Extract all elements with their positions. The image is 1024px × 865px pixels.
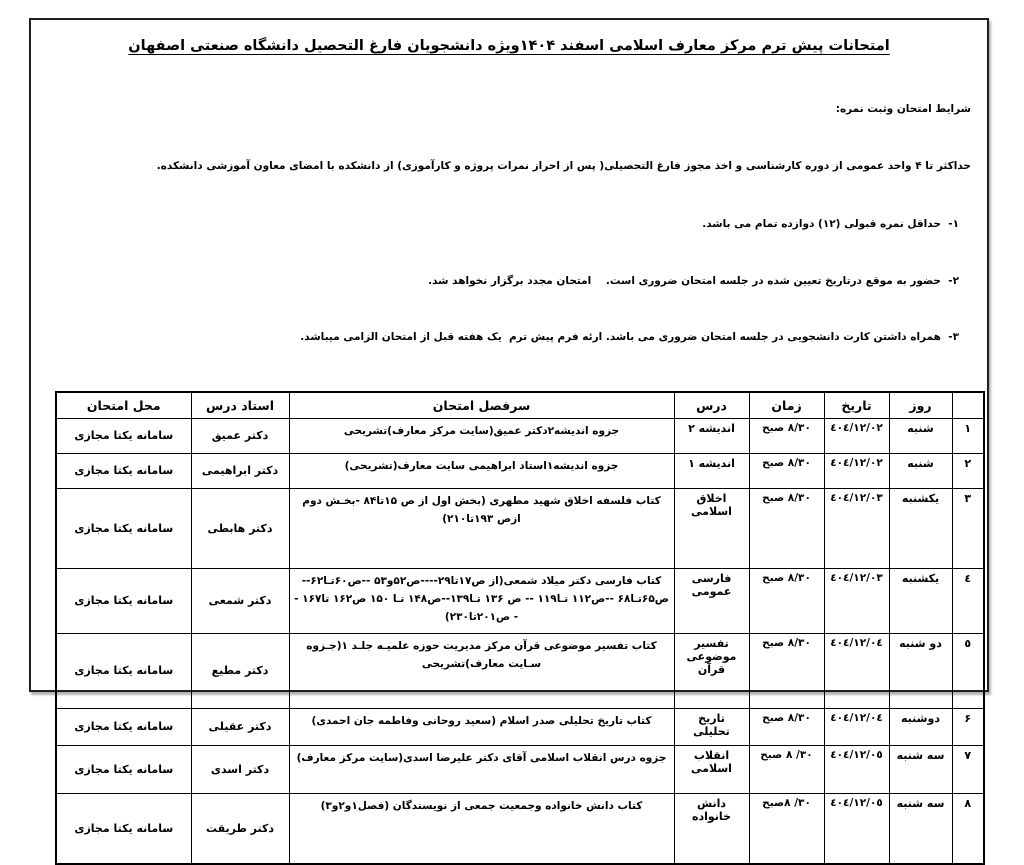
cell-day: دوشنبه [889,708,952,745]
header-day: روز [889,392,952,418]
header-syllabus: سرفصل امتحان [289,392,674,418]
cell-instructor: دکتر اسدی [191,745,289,793]
table-header-row [56,392,984,418]
cell-date: ٤٠٤/١٢/٠٢ [824,418,889,453]
cell-location: سامانه یکتا مجازی [56,453,191,488]
cell-time: ۸/۳۰ صبح [749,568,824,633]
cell-date: ٤٠٤/١٢/٠٣ [824,488,889,568]
exam-conditions-notes [47,62,971,385]
cell-instructor: دکتر مطیع [191,633,289,708]
cell-num: ۲ [952,453,984,488]
header-location: محل امتحان [56,392,191,418]
cell-course: اندیشه ۱ [674,453,749,488]
cell-syllabus: کتاب تاریخ تحلیلی صدر اسلام (سعید روحانی وفاطمه جان احمدی) [289,708,674,745]
cell-day: شنبه [889,453,952,488]
cell-syllabus: کتاب فلسفه اخلاق شهید مطهری (بخش اول از ص ۱۵تا۸۴ -بخـش دوم ازص ۱۹۳تا۲۱۰) [289,488,674,568]
cell-time: ۸/۳۰ صبح [749,633,824,708]
table-row [56,418,984,453]
notes-heading: شرایط امتحان وثبت نمره: [835,102,971,115]
cell-num: ٥ [952,633,984,708]
cell-time: ۸/۳۰ صبح [749,708,824,745]
cell-syllabus: کتاب فارسی دکتر میلاد شمعی(از ص۱۷تا۲۹----ص۵۲و۵۳ --ص۶۰تـا۶۲-- ص۶۵تـا۶۸ --ص۱۱۲ تـا۱۱۹ -- ص ۱۳۶ تـا۱۳۹--ص۱۴۸ تـا ۱۵۰ ص۱۶۲ تا۱۶۷ -- ص۲۰۱تا۲۳۰) [289,568,674,633]
cell-location: سامانه یکتا مجازی [56,633,191,708]
exam-table-body [56,418,984,864]
cell-course: تاریخ تحلیلی [674,708,749,745]
cell-time: ۸/۳۰ صبح [749,418,824,453]
header-course: درس [674,392,749,418]
cell-instructor: دکتر عقیلی [191,708,289,745]
cell-instructor: دکتر ابراهیمی [191,453,289,488]
cell-syllabus: جزوه درس انقلاب اسلامی آقای دکتر علیرضا اسدی(سایت مرکز معارف) [289,745,674,793]
cell-course: دانش خانواده [674,793,749,864]
cell-syllabus: جزوه اندیشه۱استاد ابراهیمی سایت معارف(تشریحی) [289,453,674,488]
cell-course: اخلاق اسلامی [674,488,749,568]
cell-date: ٤٠٤/١٢/٠٤ [824,708,889,745]
cell-num: ۸ [952,793,984,864]
cell-instructor: دکتر شمعی [191,568,289,633]
cell-date: ٤٠٤/١٢/٠٥ [824,793,889,864]
cell-course: اندیشه ۲ [674,418,749,453]
cell-course: انقلاب اسلامی [674,745,749,793]
cell-instructor: دکتر هابطی [191,488,289,568]
cell-day: یکشنبه [889,488,952,568]
header-instructor: استاد درس [191,392,289,418]
cell-course: تفسیر موضوعی قرآن [674,633,749,708]
cell-time: ۸/۳۰ صبح [749,488,824,568]
cell-num: ۷ [952,745,984,793]
table-row [56,488,984,568]
note-item-1: ۱- حداقل نمره قبولی (۱۲) دوازده تمام می باشد. [702,218,959,231]
table-row [56,708,984,745]
header-time: زمان [749,392,824,418]
table-row [56,633,984,708]
cell-course: فارسی عمومی [674,568,749,633]
cell-time: ۳۰/ ۸ صبح [749,745,824,793]
cell-num: ۱ [952,418,984,453]
cell-day: سه شنبه [889,793,952,864]
note-item-2: ۲- حضور به موقع درتاریخ تعیین شده در جلسه امتحان ضروری است. امتحان مجدد برگزار نخواهد شد. [428,274,959,287]
table-row [56,745,984,793]
cell-syllabus: کتاب دانش خانواده وجمعیت جمعی از نویسندگان (فصل۱و۲و۳) [289,793,674,864]
cell-date: ٤٠٤/١٢/٠٥ [824,745,889,793]
table-row [56,453,984,488]
cell-date: ٤٠٤/١٢/٠٣ [824,568,889,633]
document-page [29,18,989,835]
cell-num: ۳ [952,488,984,568]
header-date: تاریخ [824,392,889,418]
header-row-number [952,392,984,418]
table-row [56,793,984,864]
note-item-3: ۳- همراه داشتن کارت دانشجویی در جلسه امتحان ضروری می باشد. ارئه فرم پیش ترم یک هفته قبل از امتحان الزامی میباشد. [300,331,959,344]
cell-syllabus: جزوه اندیشه۲دکتر عمیق(سایت مرکز معارف)تشریحی [289,418,674,453]
cell-time: ۳۰/ ۸صبح [749,793,824,864]
notes-line-units: حداکثر تا ۴ واحد عمومی از دوره کارشناسی و اخذ مجوز فارغ التحصیلی( پس از احراز نمرات پروژه و کارآموزی) از دانشکده با امضای معاون آموزشی دانشکده. [156,160,971,173]
page-title: امتحانات پیش ترم مرکز معارف اسلامی اسفند ۱۴۰۴ویژه دانشجویان فارغ التحصیل دانشگاه صنعتی اصفهان [128,38,890,54]
cell-location: سامانه یکتا مجازی [56,488,191,568]
table-row [56,568,984,633]
cell-date: ٤٠٤/١٢/٠٢ [824,453,889,488]
cell-location: سامانه یکتا مجازی [56,745,191,793]
cell-location: سامانه یکتا مجازی [56,793,191,864]
cell-day: سه شنبه [889,745,952,793]
cell-instructor: دکتر عمیق [191,418,289,453]
cell-location: سامانه یکتا مجازی [56,568,191,633]
cell-num: ۶ [952,708,984,745]
cell-location: سامانه یکتا مجازی [56,708,191,745]
cell-day: شنبه [889,418,952,453]
cell-instructor: دکتر طریقت [191,793,289,864]
cell-time: ۸/۳۰ صبح [749,453,824,488]
cell-date: ٤٠٤/١٢/٠٤ [824,633,889,708]
cell-syllabus: کتاب تفسیر موضوعی قرآن مرکز مدیریت حوزه علمیـه جلـد ۱(جـزوه سـایت معارف)تشریحی [289,633,674,708]
exam-schedule-table [55,391,985,865]
cell-day: دو شنبه [889,633,952,708]
cell-location: سامانه یکتا مجازی [56,418,191,453]
cell-num: ٤ [952,568,984,633]
cell-day: یکشنبه [889,568,952,633]
